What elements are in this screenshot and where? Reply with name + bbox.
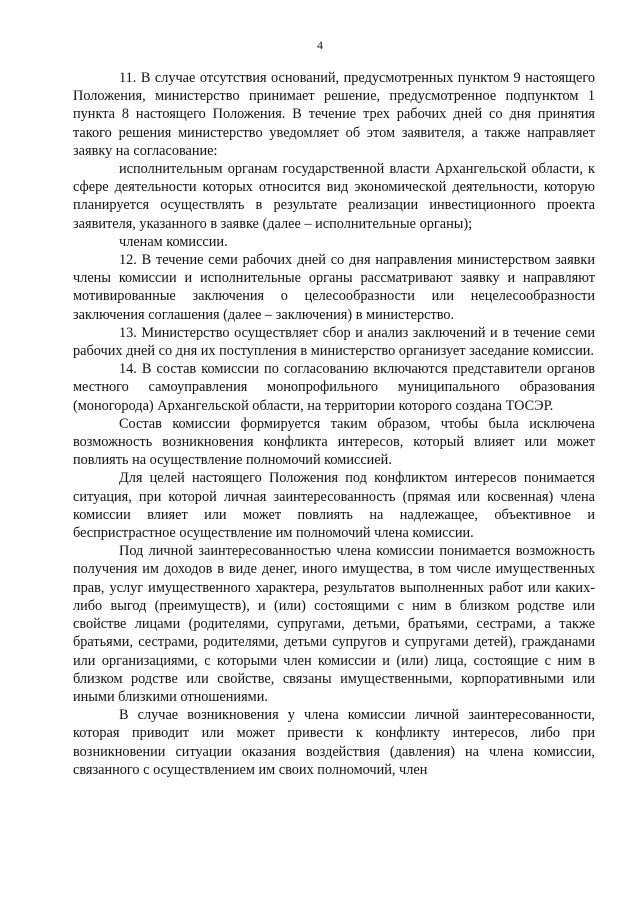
paragraph-personal-interest: Под личной заинтересованностью члена комиссии понимается возможность получения им доходов в виде денег, иного имущества, в том числе имущественных прав, услуг имущественного характера, результатов выполненных работ или каких-либо выгод (преимуществ), и (или) состоящими с ним в близком родстве или свойстве лицами (родителями, супругами, детьми, братьями, сестрами, а также братьями, сестрами, родителями, детьми супругов и супругами детей), гражданами или организациями, с которыми член комиссии и (или) лица, состоящие с ним в близком родстве или свойстве, связаны имущественными, корпоративными или иными близкими отношениями. [73,543,595,705]
paragraph-13: 13. Министерство осуществляет сбор и анализ заключений и в течение семи рабочих дней со дня их поступления в министерство организует заседание комиссии. [73,324,595,360]
paragraph-conflict-definition: Для целей настоящего Положения под конфликтом интересов понимается ситуация, при которой личная заинтересованность (прямая или косвенная) члена комиссии влияет или может повлиять на надлежащее, объективное и беспристрастное осуществление им полномочий члена комиссии. [73,470,595,542]
paragraph-commission-members: членам комиссии. [119,233,228,250]
paragraph-11: 11. В случае отсутствия оснований, предусмотренных пунктом 9 настоящего Положения, министерство принимает решение, предусмотренное подпунктом 1 пункта 8 настоящего Положения. В течение трех рабочих дней со дня принятия такого решения министерство уведомляет об этом заявителя, а также направляет заявку на согласование: [73,70,595,159]
paragraph-executive-bodies: исполнительным органам государственной власти Архангельской области, к сфере деятельности которых относится вид экономической деятельности, которую планируется осуществлять в результате реализации инвестиционного проекта заявителя, указанного в заявке (далее – исполнительные органы); [73,161,595,232]
paragraph-commission-composition: Состав комиссии формируется таким образом, чтобы была исключена возможность возникновения конфликта интересов, который влияет или может повлиять на осуществление полномочий комиссией. [73,415,595,469]
document-body [73,69,595,779]
paragraph-12: 12. В течение семи рабочих дней со дня направления министерством заявки члены комиссии и исполнительные органы рассматривают заявку и направляют мотивированные заключения о целесообразности или нецелесообразности заключения соглашения (далее – заключения) в министерство. [73,252,595,323]
paragraph-conflict-occurrence: В случае возникновения у члена комиссии личной заинтересованности, которая приводит или может привести к конфликту интересов, либо при возникновении ситуации оказания воздействия (давления) на члена комиссии, связанного с осуществлением им своих полномочий, член [73,707,595,778]
page-number: 4 [317,38,323,52]
paragraph-14: 14. В состав комиссии по согласованию включаются представители органов местного самоуправления монопрофильного муниципального образования (моногорода) Архангельской области, на территории которого создана ТОСЭР. [73,361,595,414]
